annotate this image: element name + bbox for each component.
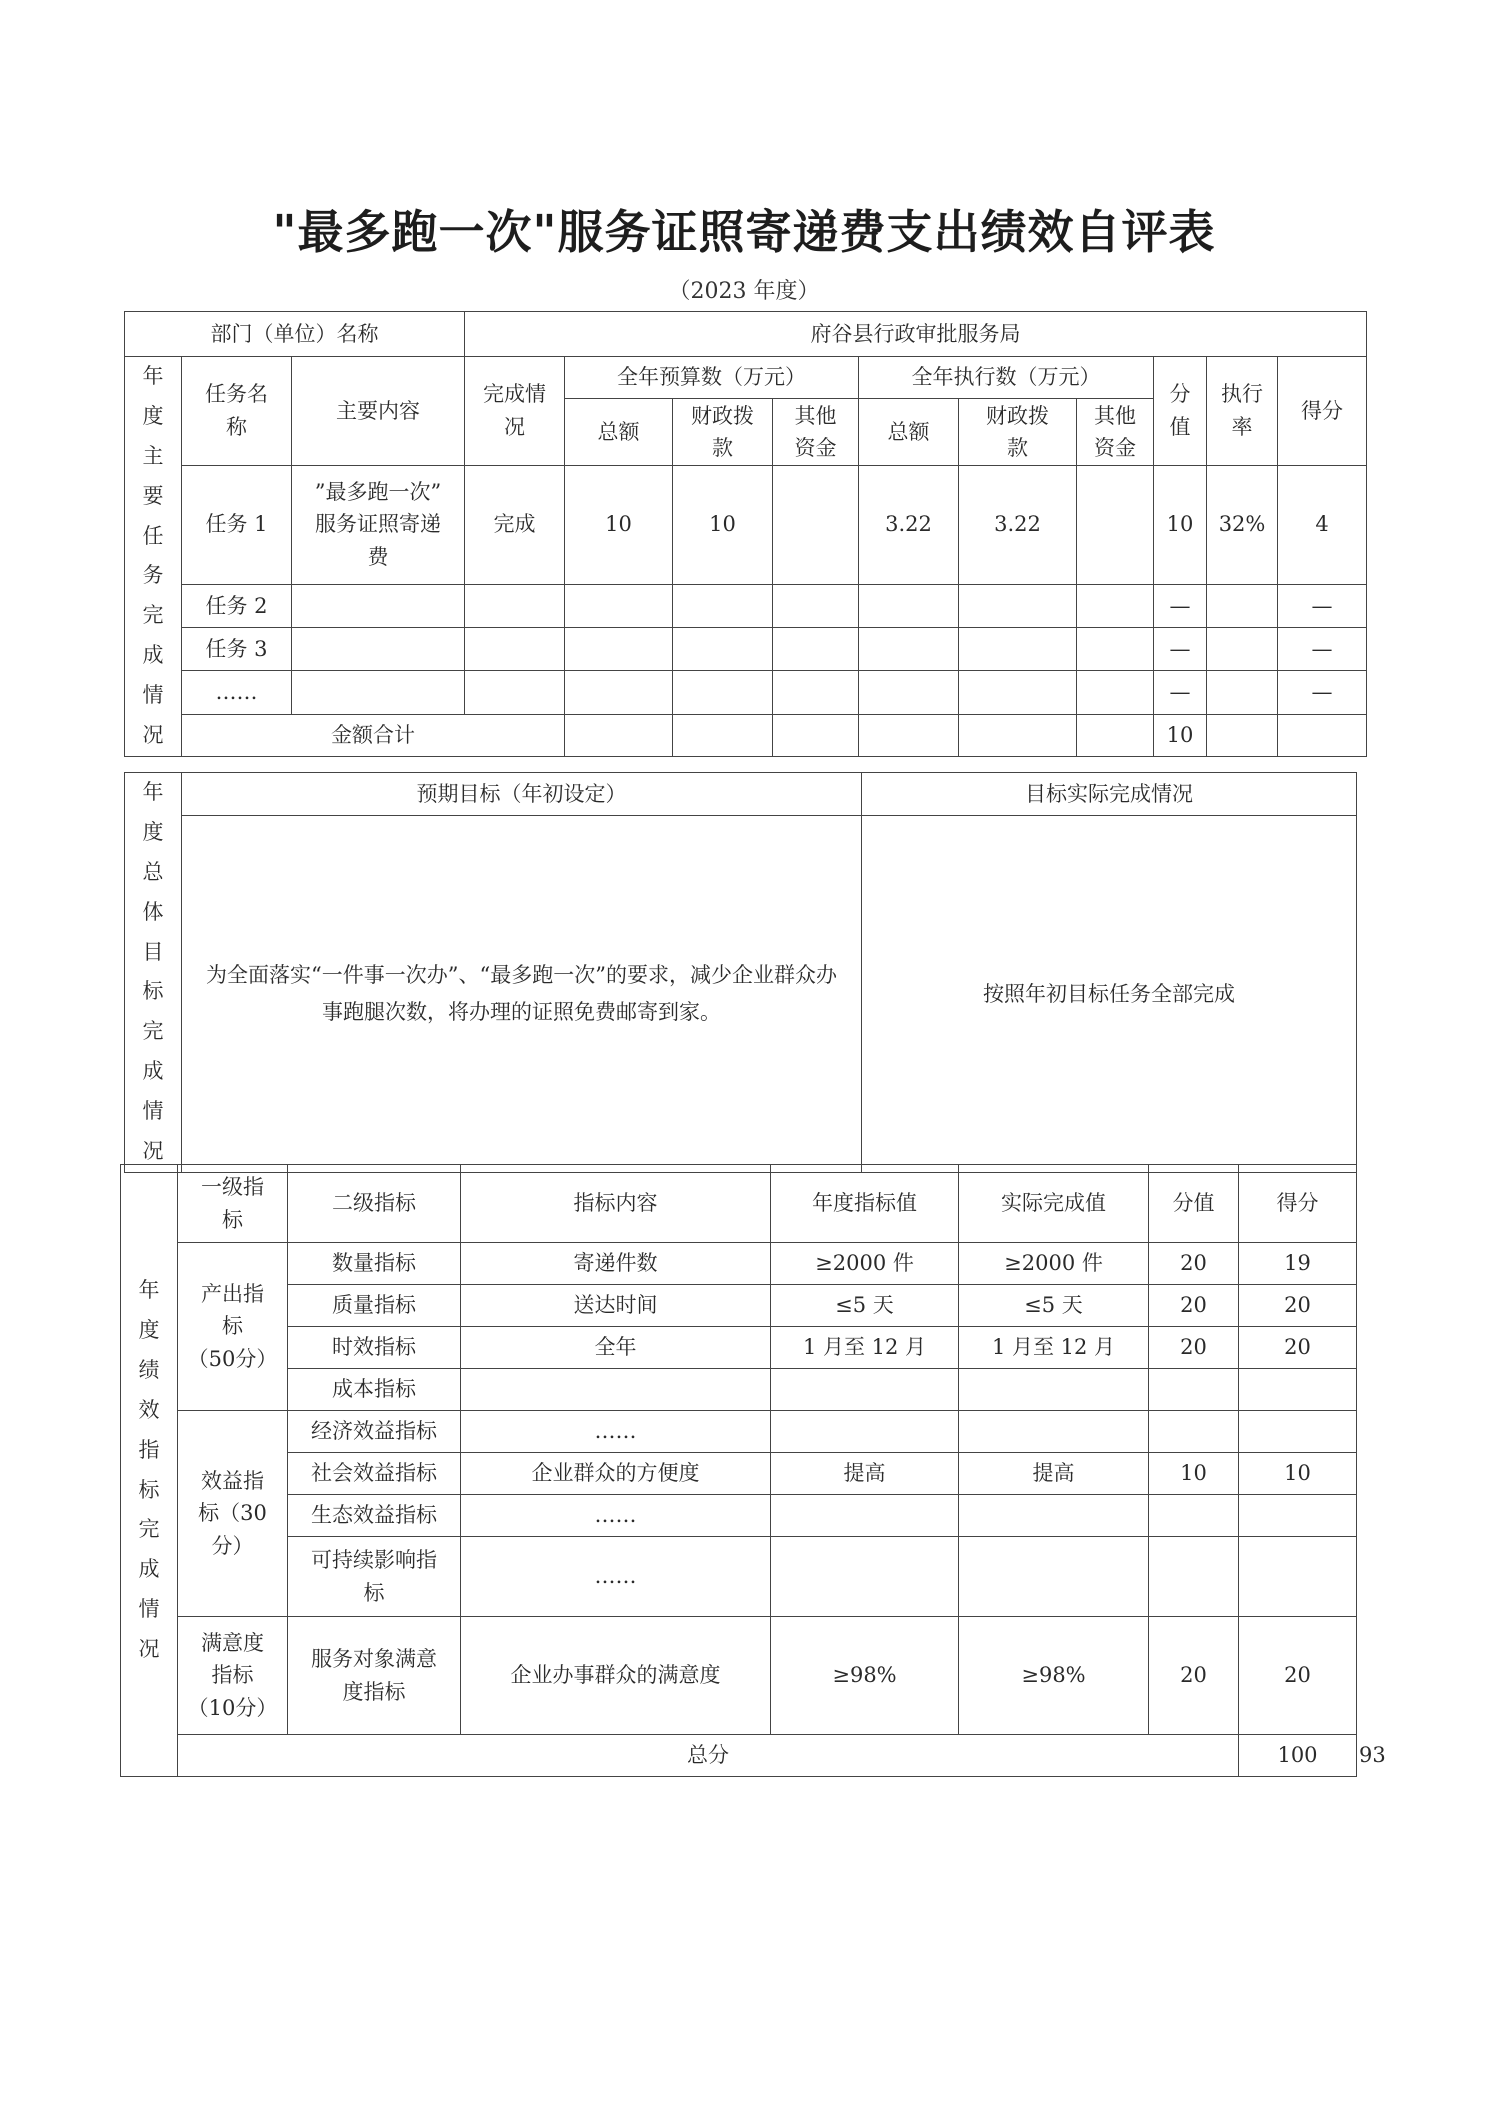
task-name: 任务 2 bbox=[182, 584, 292, 627]
level2: 时效指标 bbox=[288, 1327, 461, 1369]
budget-fiscal bbox=[673, 627, 773, 670]
exec-other bbox=[1077, 627, 1154, 670]
indicator-table bbox=[120, 1164, 1386, 1777]
task-content: ”最多跑一次” 服务证照寄递 费 bbox=[292, 465, 465, 584]
actual: ≥98% bbox=[959, 1617, 1149, 1735]
score bbox=[1239, 1537, 1357, 1617]
task-name: 任务 1 bbox=[182, 465, 292, 584]
task-table bbox=[124, 311, 1367, 757]
budget-fiscal bbox=[673, 584, 773, 627]
indicator-row bbox=[121, 1369, 1357, 1411]
sum-label: 金额合计 bbox=[182, 714, 565, 756]
indicator-row bbox=[121, 1537, 1357, 1617]
target bbox=[771, 1369, 959, 1411]
level2: 数量指标 bbox=[288, 1243, 461, 1285]
task-row bbox=[125, 465, 1367, 584]
exec-other bbox=[1077, 465, 1154, 584]
value: 20 bbox=[1149, 1285, 1239, 1327]
level2: 生态效益指标 bbox=[288, 1495, 461, 1537]
actual bbox=[959, 1537, 1149, 1617]
indicator-section-label: 年 度 绩 效 指 标 完 成 情 况 bbox=[121, 1165, 178, 1777]
expected-goal: 为全面落实“一件事一次办”、“最多跑一次”的要求，减少企业群众办事跑腿次数，将办理的证照免费邮寄到家。 bbox=[182, 815, 862, 1172]
th-content: 指标内容 bbox=[461, 1165, 771, 1243]
value bbox=[1149, 1495, 1239, 1537]
score: 10 bbox=[1239, 1453, 1357, 1495]
exec-other bbox=[1077, 671, 1154, 714]
actual bbox=[959, 1411, 1149, 1453]
actual: ≤5 天 bbox=[959, 1285, 1149, 1327]
actual: ≥2000 件 bbox=[959, 1243, 1149, 1285]
th-level1: 一级指 标 bbox=[178, 1165, 288, 1243]
exec-total bbox=[859, 671, 959, 714]
budget-total bbox=[565, 671, 673, 714]
content: 全年 bbox=[461, 1327, 771, 1369]
budget-total bbox=[565, 627, 673, 670]
th-score-value: 分 值 bbox=[1154, 357, 1207, 466]
budget-total bbox=[565, 584, 673, 627]
level2: 成本指标 bbox=[288, 1369, 461, 1411]
value: 10 bbox=[1149, 1453, 1239, 1495]
th-score: 得分 bbox=[1239, 1165, 1357, 1243]
th-value: 分值 bbox=[1149, 1165, 1239, 1243]
indicator-row bbox=[121, 1243, 1357, 1285]
score: 20 bbox=[1239, 1327, 1357, 1369]
value: 20 bbox=[1149, 1327, 1239, 1369]
exec-rate: 32% bbox=[1207, 465, 1278, 584]
actual-goal: 按照年初目标任务全部完成 bbox=[862, 815, 1357, 1172]
content: …… bbox=[461, 1537, 771, 1617]
goal-table bbox=[124, 772, 1357, 1173]
th-completion: 完成情 况 bbox=[465, 357, 565, 466]
score: 20 bbox=[1239, 1617, 1357, 1735]
target bbox=[771, 1495, 959, 1537]
th-executed: 全年执行数（万元） bbox=[859, 357, 1154, 399]
level2: 可持续影响指 标 bbox=[288, 1537, 461, 1617]
th-budget-other: 其他 资金 bbox=[773, 399, 859, 466]
target: 提高 bbox=[771, 1453, 959, 1495]
task-row bbox=[125, 584, 1367, 627]
value bbox=[1149, 1537, 1239, 1617]
value: 20 bbox=[1149, 1617, 1239, 1735]
total-label: 总分 bbox=[178, 1735, 1239, 1777]
score: 4 bbox=[1278, 465, 1367, 584]
value bbox=[1149, 1411, 1239, 1453]
budget-other bbox=[773, 671, 859, 714]
score bbox=[1239, 1369, 1357, 1411]
level2: 社会效益指标 bbox=[288, 1453, 461, 1495]
content: 寄递件数 bbox=[461, 1243, 771, 1285]
score: — bbox=[1278, 671, 1367, 714]
task-section-label: 年 度 主 要 任 务 完 成 情 况 bbox=[125, 357, 182, 757]
level2: 服务对象满意 度指标 bbox=[288, 1617, 461, 1735]
target: ≥98% bbox=[771, 1617, 959, 1735]
score: 20 bbox=[1239, 1285, 1357, 1327]
content: …… bbox=[461, 1411, 771, 1453]
exec-fiscal bbox=[959, 627, 1077, 670]
level2: 质量指标 bbox=[288, 1285, 461, 1327]
content: 送达时间 bbox=[461, 1285, 771, 1327]
page-title: "最多跑一次"服务证照寄递费支出绩效自评表 bbox=[272, 205, 1216, 259]
score-value: — bbox=[1154, 627, 1207, 670]
exec-fiscal: 3.22 bbox=[959, 465, 1077, 584]
value bbox=[1149, 1369, 1239, 1411]
exec-total: 3.22 bbox=[859, 465, 959, 584]
dept-label: 部门（单位）名称 bbox=[125, 312, 465, 357]
task-row bbox=[125, 671, 1367, 714]
exec-total bbox=[859, 627, 959, 670]
expected-label: 预期目标（年初设定） bbox=[182, 773, 862, 816]
exec-rate bbox=[1207, 627, 1278, 670]
target bbox=[771, 1411, 959, 1453]
th-task-name: 任务名 称 bbox=[182, 357, 292, 466]
task-completion: 完成 bbox=[465, 465, 565, 584]
score-value: — bbox=[1154, 671, 1207, 714]
th-budget-total: 总额 bbox=[565, 399, 673, 466]
budget-other bbox=[773, 584, 859, 627]
th-budget: 全年预算数（万元） bbox=[565, 357, 859, 399]
sum-value: 10 bbox=[1154, 714, 1207, 756]
task-name: …… bbox=[182, 671, 292, 714]
budget-other bbox=[773, 465, 859, 584]
task-completion bbox=[465, 627, 565, 670]
goal-section-label: 年 度 总 体 目 标 完 成 情 况 bbox=[125, 773, 182, 1173]
target bbox=[771, 1537, 959, 1617]
dept-value: 府谷县行政审批服务局 bbox=[465, 312, 1367, 357]
score: — bbox=[1278, 584, 1367, 627]
th-exec-fiscal: 财政拨 款 bbox=[959, 399, 1077, 466]
task-content bbox=[292, 584, 465, 627]
task-name: 任务 3 bbox=[182, 627, 292, 670]
level2: 经济效益指标 bbox=[288, 1411, 461, 1453]
total-value: 100 bbox=[1239, 1735, 1357, 1777]
exec-rate bbox=[1207, 671, 1278, 714]
indicator-row bbox=[121, 1617, 1357, 1735]
indicator-row bbox=[121, 1285, 1357, 1327]
year-label: （2023 年度） bbox=[668, 279, 820, 304]
score-value: — bbox=[1154, 584, 1207, 627]
content bbox=[461, 1369, 771, 1411]
budget-fiscal bbox=[673, 671, 773, 714]
actual: 1 月至 12 月 bbox=[959, 1327, 1149, 1369]
th-budget-fiscal: 财政拨 款 bbox=[673, 399, 773, 466]
task-content bbox=[292, 671, 465, 714]
indicator-row bbox=[121, 1495, 1357, 1537]
budget-other bbox=[773, 627, 859, 670]
th-actual: 实际完成值 bbox=[959, 1165, 1149, 1243]
target: ≤5 天 bbox=[771, 1285, 959, 1327]
exec-fiscal bbox=[959, 671, 1077, 714]
budget-total: 10 bbox=[565, 465, 673, 584]
group-output: 产出指 标 （50分） bbox=[178, 1243, 288, 1411]
value: 20 bbox=[1149, 1243, 1239, 1285]
actual bbox=[959, 1369, 1149, 1411]
actual-label: 目标实际完成情况 bbox=[862, 773, 1357, 816]
content: 企业群众的方便度 bbox=[461, 1453, 771, 1495]
th-exec-other: 其他 资金 bbox=[1077, 399, 1154, 466]
th-main-content: 主要内容 bbox=[292, 357, 465, 466]
task-row bbox=[125, 627, 1367, 670]
exec-rate bbox=[1207, 584, 1278, 627]
sum-row bbox=[125, 714, 1367, 756]
score: — bbox=[1278, 627, 1367, 670]
th-level2: 二级指标 bbox=[288, 1165, 461, 1243]
group-satisfaction: 满意度 指标 （10分） bbox=[178, 1617, 288, 1735]
actual: 提高 bbox=[959, 1453, 1149, 1495]
task-content bbox=[292, 627, 465, 670]
content: …… bbox=[461, 1495, 771, 1537]
score bbox=[1239, 1495, 1357, 1537]
task-completion bbox=[465, 584, 565, 627]
score-value: 10 bbox=[1154, 465, 1207, 584]
content: 企业办事群众的满意度 bbox=[461, 1617, 771, 1735]
th-score: 得分 bbox=[1278, 357, 1367, 466]
budget-fiscal: 10 bbox=[673, 465, 773, 584]
target: ≥2000 件 bbox=[771, 1243, 959, 1285]
score: 19 bbox=[1239, 1243, 1357, 1285]
th-exec-rate: 执行 率 bbox=[1207, 357, 1278, 466]
target: 1 月至 12 月 bbox=[771, 1327, 959, 1369]
indicator-row bbox=[121, 1453, 1357, 1495]
group-benefit: 效益指 标（30 分） bbox=[178, 1411, 288, 1617]
th-exec-total: 总额 bbox=[859, 399, 959, 466]
total-row: 总分 100 93 bbox=[121, 1735, 1357, 1777]
exec-other bbox=[1077, 584, 1154, 627]
indicator-row bbox=[121, 1327, 1357, 1369]
exec-total bbox=[859, 584, 959, 627]
actual bbox=[959, 1495, 1149, 1537]
task-completion bbox=[465, 671, 565, 714]
th-target: 年度指标值 bbox=[771, 1165, 959, 1243]
indicator-row bbox=[121, 1411, 1357, 1453]
score bbox=[1239, 1411, 1357, 1453]
exec-fiscal bbox=[959, 584, 1077, 627]
